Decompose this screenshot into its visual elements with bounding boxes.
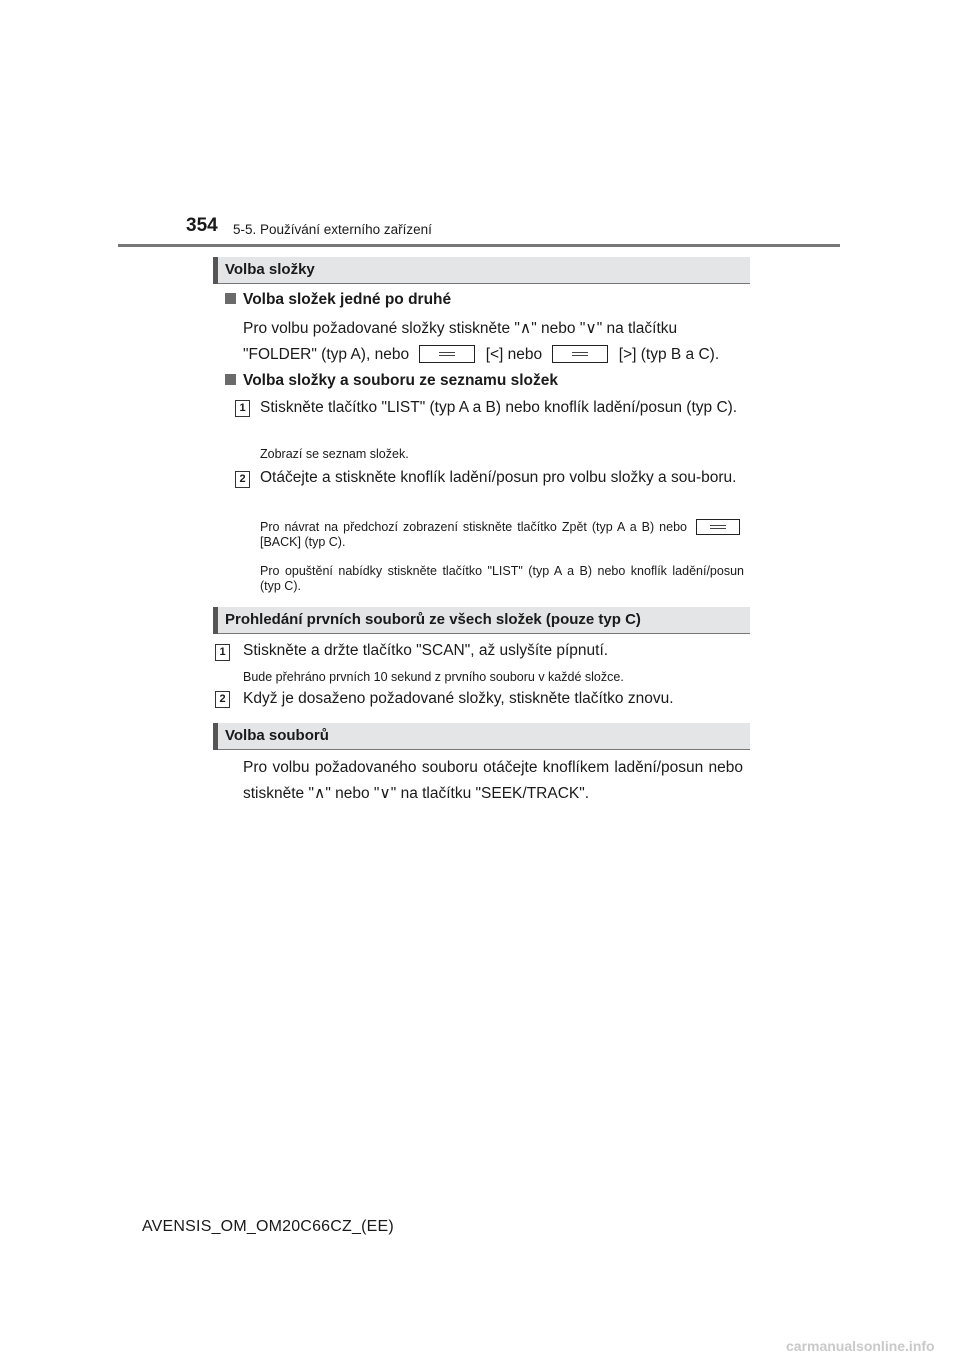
header-divider xyxy=(118,244,840,247)
text-fragment: [>] (typ B a C). xyxy=(618,346,720,363)
step-number-badge: 2 xyxy=(235,471,250,488)
note-back xyxy=(260,519,744,550)
section-heading-label: Prohledání prvních souborů ze všech složek (pouze typ C) xyxy=(225,611,641,628)
step-note: Zobrazí se seznam složek. xyxy=(260,447,409,461)
square-bullet-icon xyxy=(225,293,236,304)
text-fragment: [BACK] (typ C). xyxy=(260,535,346,549)
subheading-one-by-one xyxy=(225,291,451,309)
text-fragment: Pro návrat na předchozí zobrazení stiskněte tlačítko Zpět (typ A a B) nebo xyxy=(260,520,687,534)
section-heading-label: Volba souborů xyxy=(225,727,329,744)
document-code: AVENSIS_OM_OM20C66CZ_(EE) xyxy=(142,1218,394,1235)
subheading-from-list xyxy=(225,372,558,390)
section-heading-label: Volba složky xyxy=(225,261,315,278)
track-button-icon xyxy=(552,345,608,363)
step-number-badge: 1 xyxy=(215,644,230,661)
watermark: carmanualsonline.info xyxy=(786,1338,935,1354)
square-bullet-icon xyxy=(225,374,236,385)
page-number: 354 xyxy=(186,215,218,236)
note-exit: Pro opuštění nabídky stiskněte tlačítko "LIST" (typ A a B) nebo knoflík ladění/posun (typ C). xyxy=(260,564,744,593)
subheading-label: Volba složek jedné po druhé xyxy=(243,291,452,308)
step-text: Stiskněte tlačítko "LIST" (typ A a B) nebo knoflík ladění/posun (typ C). xyxy=(260,399,738,416)
back-button-icon xyxy=(696,519,740,535)
step-text: Stiskněte a držte tlačítko "SCAN", až uslyšíte pípnutí. xyxy=(243,642,609,659)
file-select-text: Pro volbu požadovaného souboru otáčejte knoflíkem ladění/posun nebo stiskněte "∧" nebo "∨" na tlačítku "SEEK/TRACK". xyxy=(243,759,743,802)
text-fragment: [<] nebo xyxy=(485,346,543,363)
step-text: Otáčejte a stiskněte knoflík ladění/posun pro volbu složky a sou-boru. xyxy=(260,469,737,486)
step-note: Bude přehráno prvních 10 sekund z prvního souboru v každé složce. xyxy=(243,670,624,684)
step-number-badge: 1 xyxy=(235,400,250,417)
subheading-label: Volba složky a souboru ze seznamu složek xyxy=(243,372,558,389)
step-number-badge: 2 xyxy=(215,691,230,708)
folder-one-by-one-text-line1: Pro volbu požadované složky stiskněte "∧" nebo "∨" na tlačítku xyxy=(243,320,678,337)
text-fragment: "FOLDER" (typ A), nebo xyxy=(243,346,410,363)
section-heading-folder-select xyxy=(213,257,750,284)
section-heading-file-select xyxy=(213,723,750,750)
seek-button-icon xyxy=(419,345,475,363)
section-title: 5-5. Používání externího zařízení xyxy=(233,222,432,237)
section-heading-scan xyxy=(213,607,750,634)
folder-one-by-one-text-line2 xyxy=(243,342,763,368)
step-text: Když je dosaženo požadované složky, stiskněte tlačítko znovu. xyxy=(243,690,674,707)
